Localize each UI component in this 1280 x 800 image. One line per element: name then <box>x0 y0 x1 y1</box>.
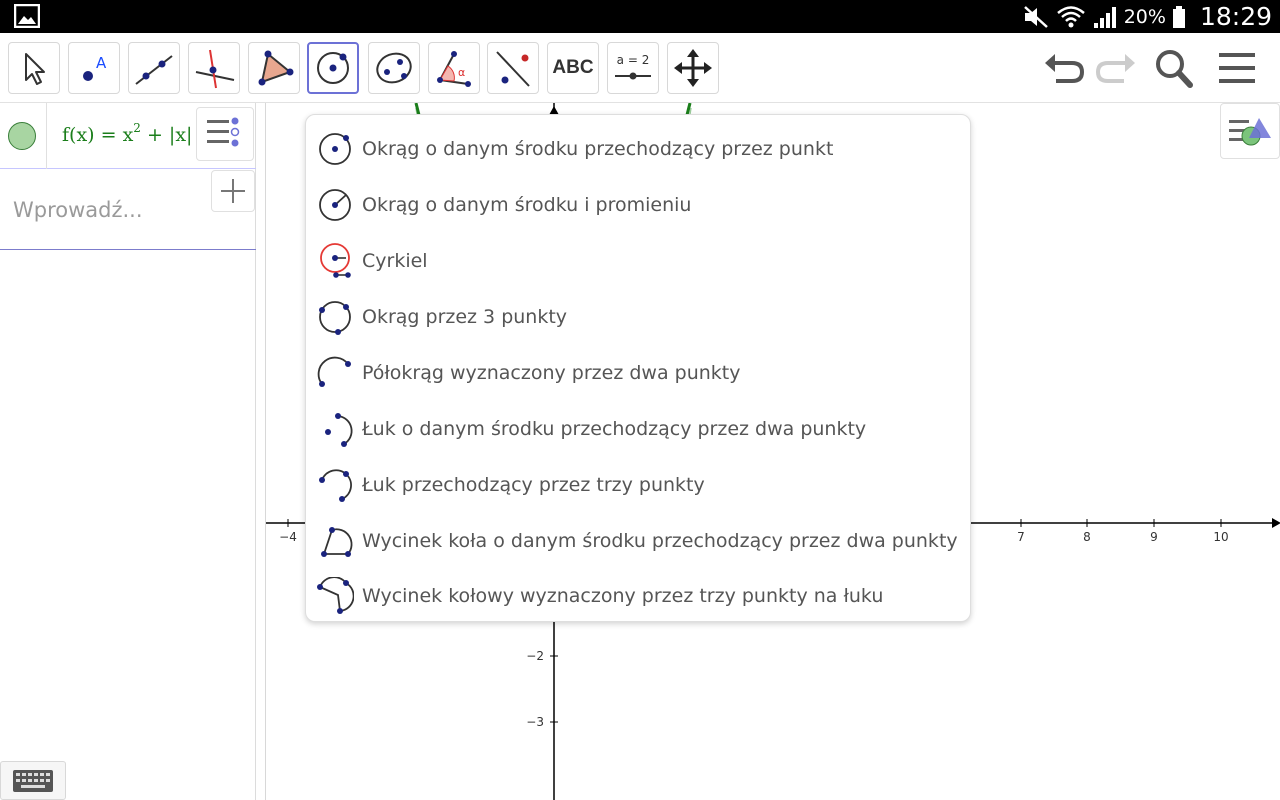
divider <box>46 103 47 169</box>
reflect-about-line-icon <box>491 46 535 90</box>
point-tool-button[interactable] <box>68 42 120 94</box>
circumcircular-sector-icon <box>316 577 354 615</box>
menu-item-label: Wycinek kołowy wyznaczony przez trzy punkty na łuku <box>362 585 884 607</box>
algebra-input-placeholder[interactable]: Wprowadź... <box>13 198 143 222</box>
slider-icon <box>611 46 655 90</box>
menu-item-label: Łuk przechodzący przez trzy punkty <box>362 474 705 496</box>
undo-icon <box>1042 47 1088 89</box>
x-tick-label: −4 <box>279 530 297 544</box>
menu-item-circle-center-radius[interactable] <box>306 177 970 233</box>
menu-item-circumcircular-arc[interactable] <box>306 457 970 513</box>
menu-item-label: Cyrkiel <box>362 250 428 272</box>
clock: 18:29 <box>1199 2 1272 31</box>
point-icon <box>72 46 116 90</box>
menu-item-label: Okrąg o danym środku przechodzący przez punkt <box>362 138 834 160</box>
undo-button[interactable] <box>1042 47 1088 89</box>
x-tick-label: 10 <box>1213 530 1229 544</box>
menu-item-circumcircular-sector[interactable] <box>306 568 970 624</box>
redo-icon <box>1092 47 1138 89</box>
menu-item-circular-sector[interactable] <box>306 513 970 569</box>
polygon-tool-button[interactable] <box>248 42 300 94</box>
menu-item-compass[interactable] <box>306 233 970 289</box>
cursor-arrow-icon <box>12 46 56 90</box>
svg-text:a = 2: a = 2 <box>616 53 650 67</box>
list-settings-icon <box>197 108 255 162</box>
toolbar <box>0 33 1280 103</box>
compass-icon <box>316 242 354 280</box>
signal-icon <box>1092 5 1118 29</box>
polygon-icon <box>252 46 296 90</box>
menu-item-circle-three-points[interactable] <box>306 289 970 345</box>
svg-text:A: A <box>96 54 107 72</box>
battery-icon <box>1172 5 1186 29</box>
formula-text-tail: + |x| <box>140 124 193 146</box>
keyboard-icon <box>11 768 55 794</box>
move-graphics-tool-button[interactable] <box>667 42 719 94</box>
menu-item-label: Wycinek koła o danym środku przechodzący przez dwa punkty <box>362 530 958 552</box>
circle-center-radius-icon <box>316 186 354 224</box>
perpendicular-line-tool-button[interactable] <box>188 42 240 94</box>
search-button[interactable] <box>1152 47 1198 89</box>
semicircle-icon <box>316 354 354 392</box>
menu-item-label: Łuk o danym środku przechodzący przez dwa punkty <box>362 418 867 440</box>
status-bar <box>0 0 1280 33</box>
menu-item-label: Okrąg przez 3 punkty <box>362 306 568 328</box>
menu-item-circular-arc[interactable] <box>306 401 970 457</box>
gallery-icon <box>14 4 40 28</box>
algebra-input-row[interactable] <box>0 170 256 250</box>
menu-item-label: Półokrąg wyznaczony przez dwa punkty <box>362 362 741 384</box>
circumcircular-arc-icon <box>316 466 354 504</box>
circular-arc-icon <box>316 410 354 448</box>
graphics-style-bar-button[interactable] <box>1220 103 1280 159</box>
battery-percent: 20% <box>1123 5 1166 28</box>
function-formula[interactable] <box>62 121 192 146</box>
angle-tool-button[interactable] <box>428 42 480 94</box>
move-arrows-icon <box>671 46 715 90</box>
mute-icon <box>1022 5 1050 29</box>
algebra-view <box>0 103 256 800</box>
search-icon <box>1152 47 1198 89</box>
text-tool-button[interactable]: ABC <box>547 42 599 94</box>
circle-center-point-icon <box>316 130 354 168</box>
wifi-icon <box>1056 4 1086 30</box>
menu-item-label: Okrąg o danym środku i promieniu <box>362 194 692 216</box>
algebra-options-button[interactable] <box>196 107 254 161</box>
x-tick-label: 9 <box>1150 530 1158 544</box>
formula-text: f(x) = x <box>62 124 134 146</box>
ellipse-icon <box>372 46 416 90</box>
menu-item-semicircle[interactable] <box>306 345 970 401</box>
perpendicular-line-icon <box>192 46 236 90</box>
x-tick-label: 7 <box>1017 530 1025 544</box>
main-menu-button[interactable] <box>1214 47 1260 89</box>
plus-icon <box>218 176 248 206</box>
reflect-tool-button[interactable] <box>487 42 539 94</box>
keyboard-button[interactable] <box>0 761 66 800</box>
formula-exponent: 2 <box>133 121 141 135</box>
visibility-toggle[interactable] <box>8 122 36 150</box>
line-through-points-icon <box>132 46 176 90</box>
algebra-item-f[interactable] <box>0 103 256 169</box>
circle-with-center-icon <box>311 46 355 90</box>
line-tool-button[interactable] <box>128 42 180 94</box>
y-tick-label: −2 <box>526 649 544 663</box>
x-tick-label: 8 <box>1083 530 1091 544</box>
ellipse-tool-button[interactable] <box>368 42 420 94</box>
move-tool-button[interactable] <box>8 42 60 94</box>
menu-icon <box>1214 47 1260 89</box>
circle-tools-menu <box>305 114 971 622</box>
slider-tool-button[interactable] <box>607 42 659 94</box>
menu-item-circle-center-point[interactable] <box>306 121 970 177</box>
svg-text:α: α <box>458 66 466 79</box>
angle-icon <box>432 46 476 90</box>
y-tick-label: −3 <box>526 715 544 729</box>
style-bar-icon <box>1221 104 1280 160</box>
circle-three-points-icon <box>316 298 354 336</box>
circle-tool-button[interactable] <box>307 42 359 94</box>
circular-sector-icon <box>316 522 354 560</box>
add-button[interactable] <box>211 170 255 212</box>
redo-button[interactable] <box>1092 47 1138 89</box>
